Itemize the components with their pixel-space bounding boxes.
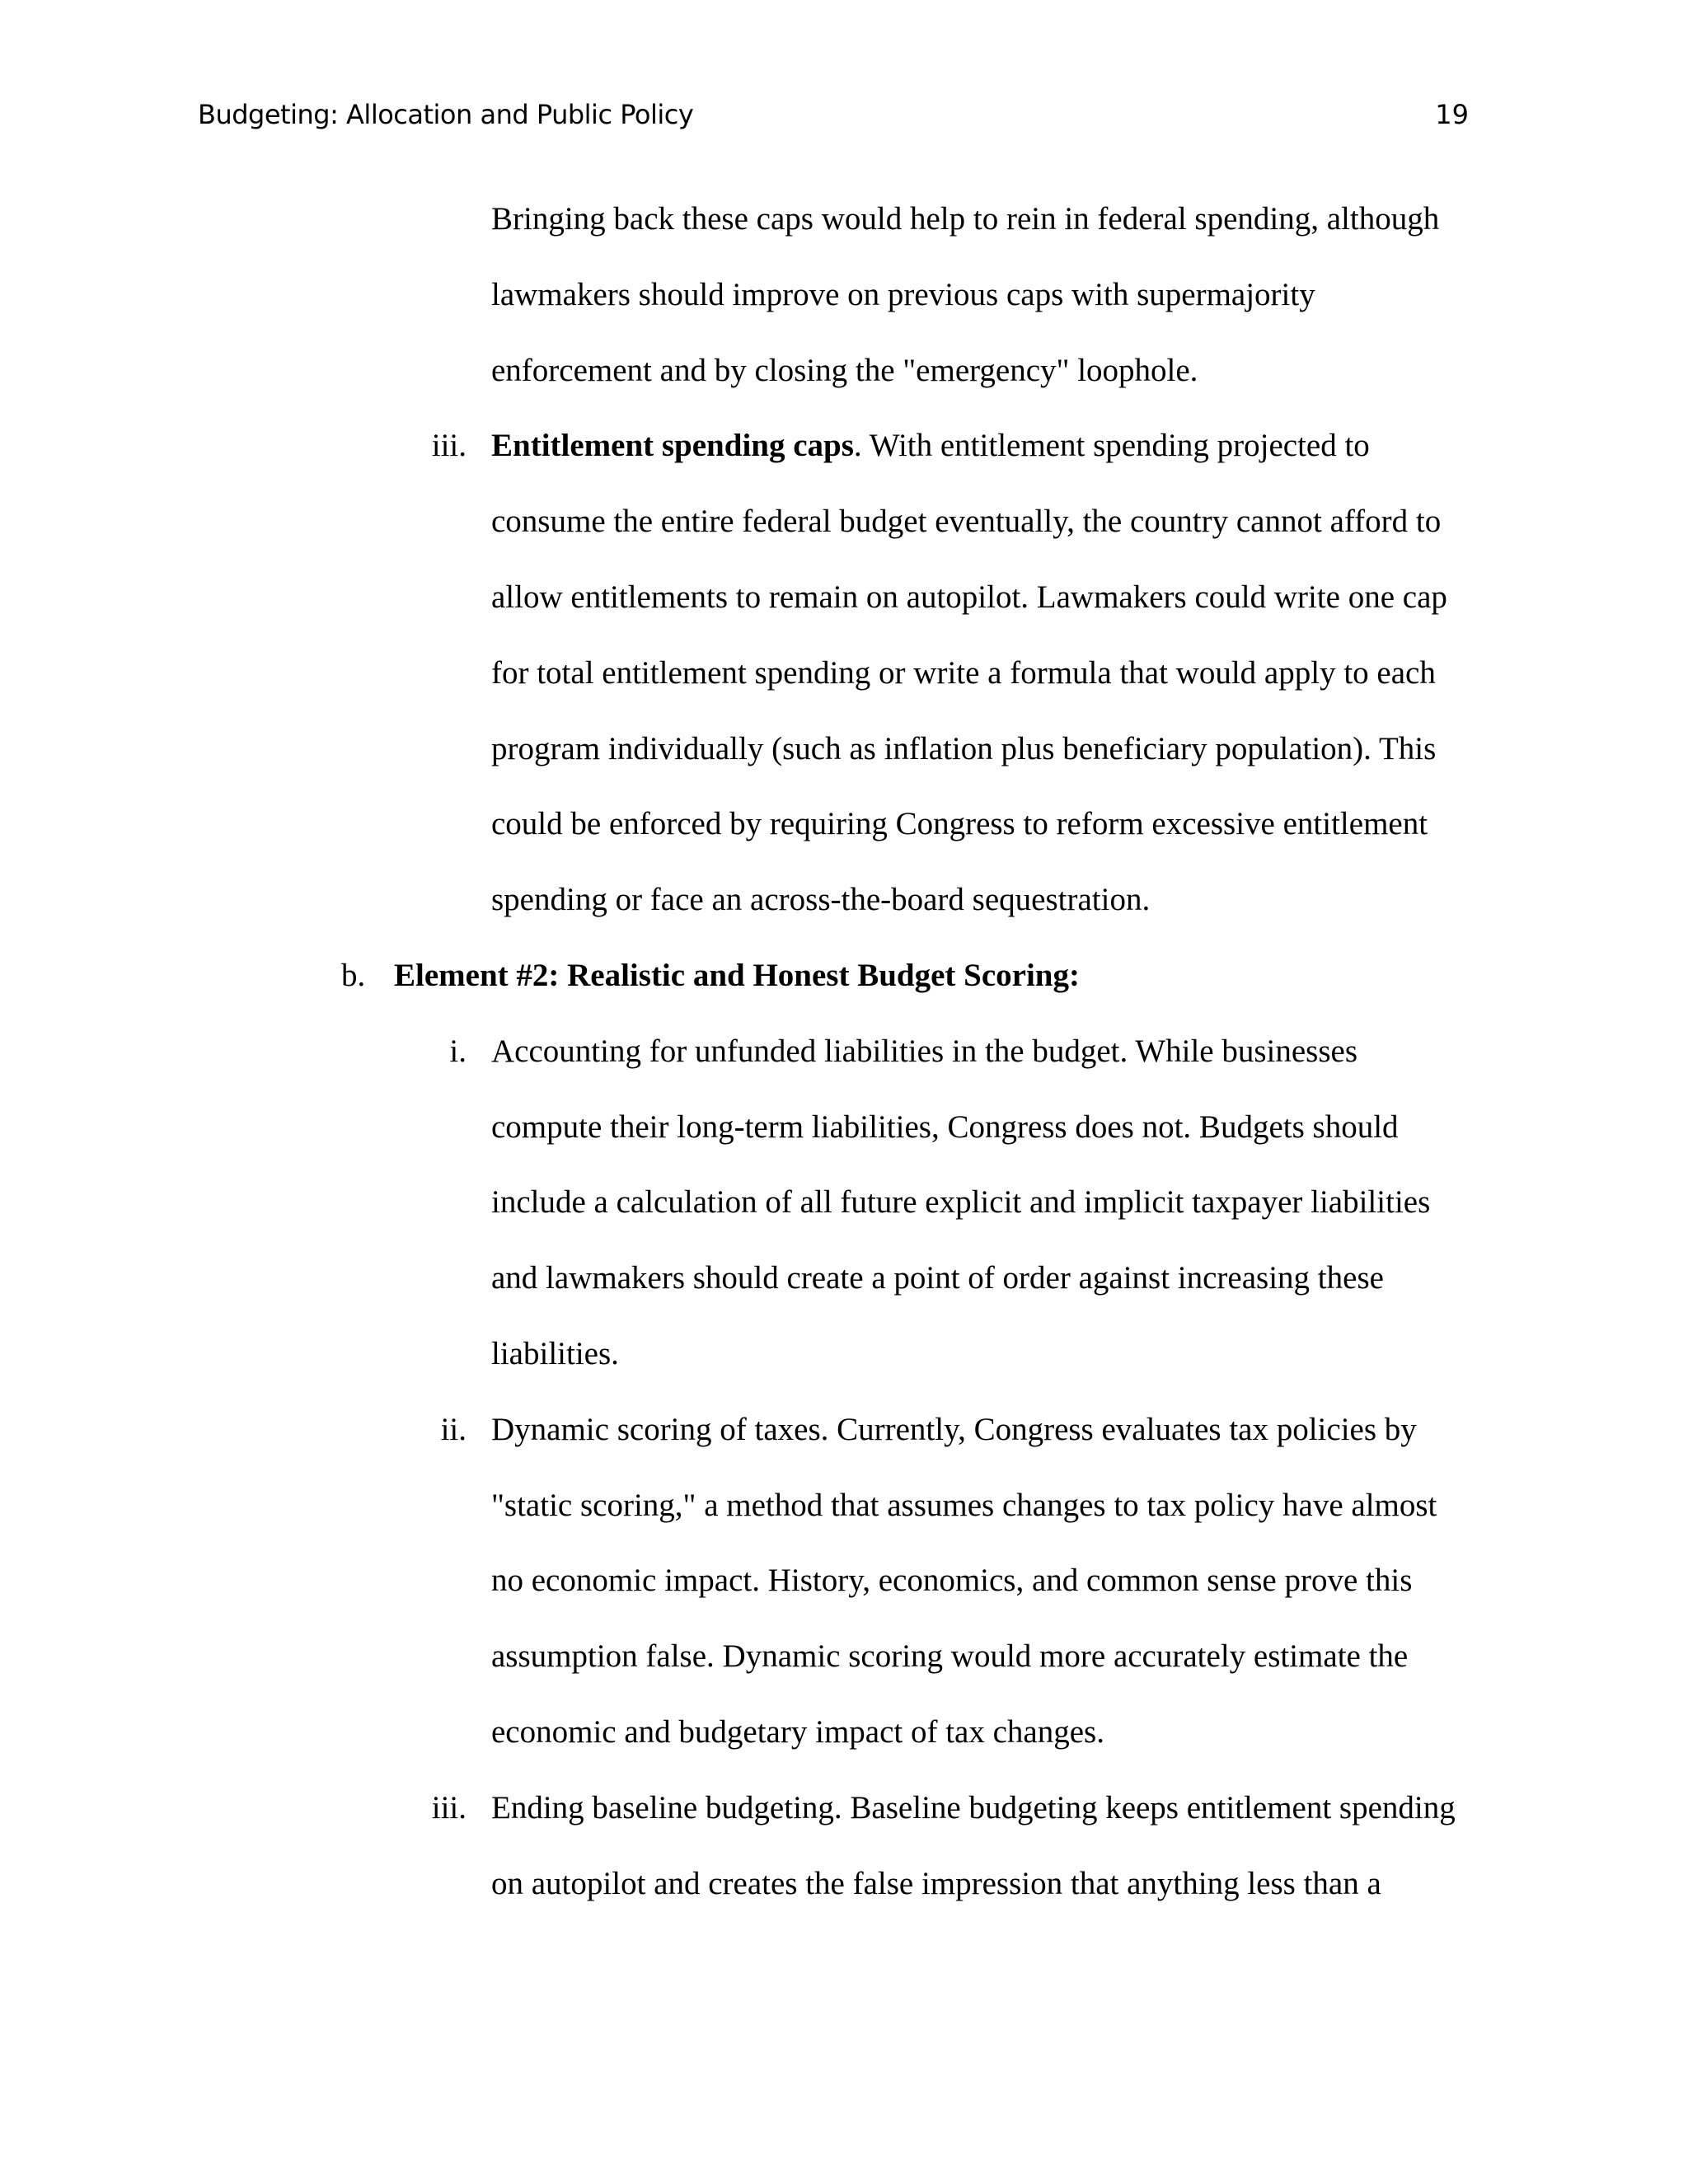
running-head: Budgeting: Allocation and Public Policy [198,99,694,130]
list-item-line: economic and budgetary impact of tax changes. [491,1714,1104,1750]
list-item-line: Ending baseline budgeting. Baseline budgeting keeps entitlement spending [491,1790,1456,1825]
list-item-line: no economic impact. History, economics, and common sense prove this [491,1563,1413,1598]
page-number: 19 [1435,99,1469,130]
list-item-line: and lawmakers should create a point of order against increasing these [491,1260,1384,1296]
list-item-line: include a calculation of all future explicit and implicit taxpayer liabilities [491,1184,1431,1220]
list-item-line: compute their long-term liabilities, Congress does not. Budgets should [491,1109,1399,1145]
item-text: . With entitlement spending projected to [853,428,1370,463]
list-item-line: could be enforced by requiring Congress to reform excessive entitlement [491,806,1428,841]
list-item-line: spending or face an across-the-board sequestration. [491,882,1151,917]
list-marker: i. [449,1033,467,1069]
list-item-line: "static scoring," a method that assumes changes to tax policy have almost [491,1488,1437,1523]
item-title: Entitlement spending caps [491,428,854,463]
list-item-line: allow entitlements to remain on autopilot. Lawmakers could write one cap [491,579,1447,615]
body-line: enforcement and by closing the "emergency" loophole. [491,353,1198,388]
list-item-line: for total entitlement spending or write a formula that would apply to each [491,655,1436,691]
list-item-line [491,429,1370,462]
section-marker: b. [341,958,366,993]
list-item-line: consume the entire federal budget eventually, the country cannot afford to [491,504,1442,539]
list-marker: iii. [431,1790,467,1825]
list-item-line: on autopilot and creates the false impression that anything less than a [491,1866,1381,1901]
body-line: lawmakers should improve on previous caps with supermajority [491,277,1315,312]
list-item-line: liabilities. [491,1336,619,1371]
section-heading: Element #2: Realistic and Honest Budget Scoring: [394,958,1080,993]
list-item-line: assumption false. Dynamic scoring would more accurately estimate the [491,1638,1409,1674]
list-marker: iii. [431,428,467,463]
body-line: Bringing back these caps would help to rein in federal spending, although [491,201,1440,237]
list-item-line: program individually (such as inflation plus beneficiary population). This [491,731,1437,766]
list-marker: ii. [440,1412,467,1447]
list-item-line: Accounting for unfunded liabilities in the budget. While businesses [491,1033,1358,1069]
list-item-line: Dynamic scoring of taxes. Currently, Congress evaluates tax policies by [491,1412,1417,1447]
